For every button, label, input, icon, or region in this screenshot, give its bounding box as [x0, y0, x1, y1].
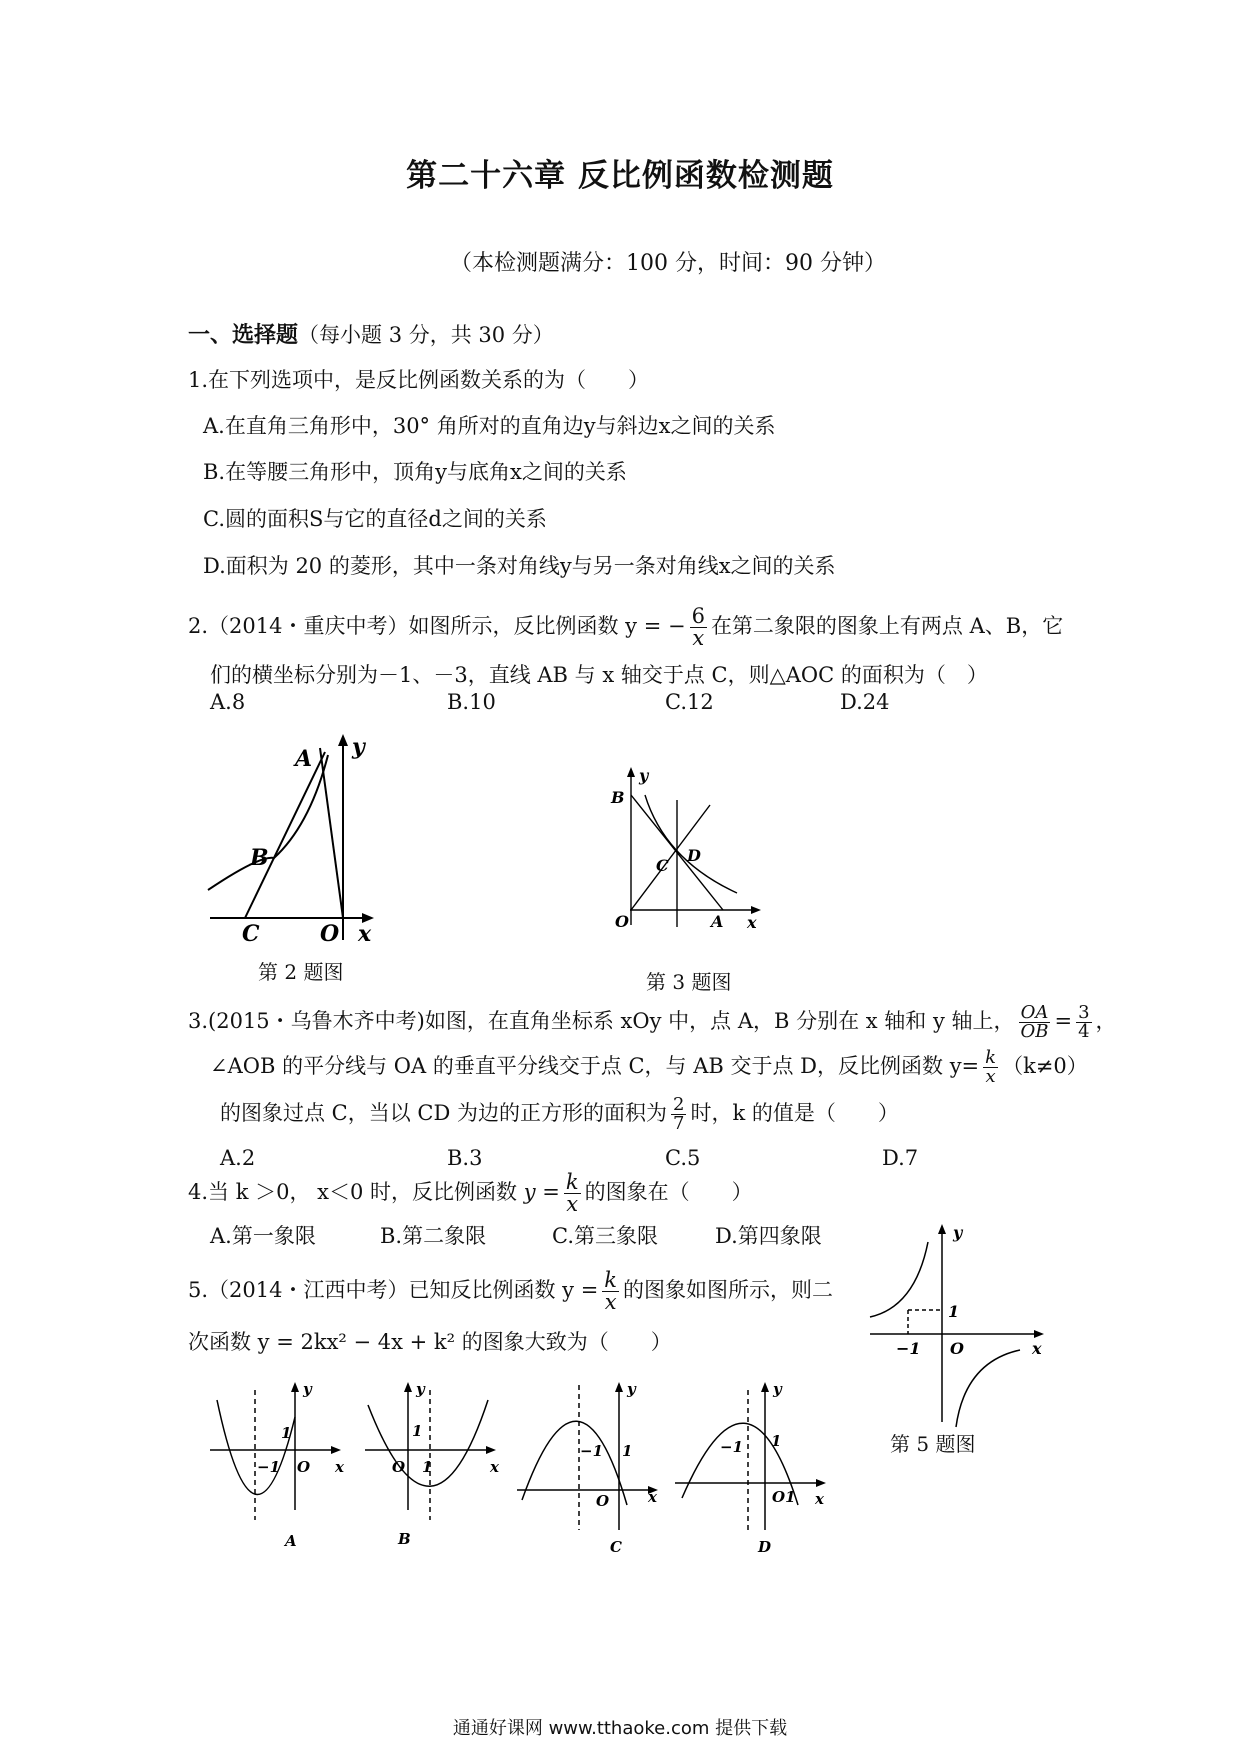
graph-d-tick-1: 1 [771, 1432, 782, 1450]
section-title: 一、选择题 [188, 322, 299, 348]
q2-option-c: C.12 [665, 690, 714, 714]
graph-c-origin: O [596, 1492, 610, 1510]
page-footer: 通通好课网 www.tthaoke.com 提供下载 [452, 1718, 788, 1739]
q3-ratio-den: OB [1020, 1021, 1049, 1042]
graph-a-y-arrow [291, 1382, 299, 1392]
q2-text-a: 2.（2014・重庆中考）如图所示，反比例函数 y = − [188, 614, 686, 638]
q5-line1 [188, 1270, 833, 1313]
graph-a-tick-1: 1 [281, 1424, 292, 1442]
graph-c-y-label: y [627, 1380, 636, 1398]
graph-a-x-arrow [331, 1446, 341, 1454]
q2-option-a: A.8 [210, 690, 246, 714]
fig2-line-ao [320, 748, 343, 918]
fig5-branch-right [956, 1350, 1020, 1427]
q5-fraction [602, 1270, 619, 1313]
q3-line3 [220, 1096, 899, 1133]
fig2-point-b: B [250, 845, 269, 871]
section-note: （每小题 3 分，共 30 分） [298, 323, 554, 347]
exam-info: （本检测题满分：100 分，时间：90 分钟） [450, 251, 886, 276]
page-title: 第二十六章 反比例函数检测题 [406, 158, 834, 194]
fig5-y-arrow [938, 1224, 946, 1234]
fig3-point-d: D [687, 846, 701, 865]
figure-5 [860, 1222, 1050, 1422]
q5-text-a: 5.（2014・江西中考）已知反比例函数 y = [188, 1278, 599, 1302]
graph-c [512, 1380, 662, 1560]
graph-a-label: A [285, 1532, 297, 1550]
fig3-point-b: B [611, 788, 625, 807]
graph-c-tick-neg1: −1 [580, 1442, 604, 1460]
q3-area-num: 2 [673, 1094, 685, 1115]
fig5-tick-neg1: −1 [896, 1339, 921, 1358]
graph-a-tick-neg1: −1 [257, 1458, 281, 1476]
q2-option-d: D.24 [840, 690, 890, 714]
graph-c-label: C [610, 1538, 622, 1556]
fig3-hyperbola [645, 795, 737, 893]
q2-fraction [690, 606, 707, 649]
q3-area-frac [671, 1096, 686, 1133]
fig2-line-ab [245, 752, 325, 918]
fig3-y-arrow [627, 767, 635, 777]
q1-option-b: B.在等腰三角形中，顶角y与底角x之间的关系 [203, 460, 627, 484]
q2-text-b: 在第二象限的图象上有两点 A、B，它 [710, 614, 1064, 638]
fig3-y-label: y [639, 766, 649, 785]
q4-option-b: B.第二象限 [380, 1224, 487, 1248]
q4-fraction [564, 1172, 581, 1215]
q3-text-d: 的图象过点 C，当以 CD 为边的正方形的面积为 [220, 1101, 667, 1125]
fig2-x-label: x [358, 921, 372, 947]
graph-c-x-label: x [648, 1488, 657, 1506]
fig2-point-c: C [242, 921, 260, 947]
fig3-point-c: C [656, 856, 669, 875]
q2-frac-num: 6 [691, 604, 705, 628]
figure-2 [200, 730, 390, 945]
graph-b-tick-1-x: 1 [422, 1458, 433, 1476]
graph-b-origin: O [392, 1458, 406, 1476]
fig2-y-label: y [352, 734, 365, 760]
q3-line2 [210, 1049, 1088, 1086]
q5-text-b: 的图象如图所示，则二 [623, 1278, 834, 1302]
q3-text-e: 时，k 的值是（ ） [690, 1101, 899, 1125]
q3-value-num: 3 [1078, 1002, 1090, 1023]
graph-d [670, 1380, 830, 1560]
graph-b-y-label: y [416, 1380, 425, 1398]
q3-text-c: （k≠0） [1002, 1054, 1088, 1078]
q2-option-b: B.10 [447, 690, 496, 714]
q3-option-a: A.2 [220, 1146, 256, 1170]
graph-d-y-arrow [761, 1382, 769, 1392]
q3-kx-den: x [985, 1066, 996, 1087]
q4-text-a: 4.当 k ＞0， x＜0 时，反比例函数 [188, 1180, 518, 1204]
q2-line2: 们的横坐标分别为－1、－3，直线 AB 与 x 轴交于点 C，则△AOC 的面积为（ ） [210, 663, 988, 687]
graph-b-x-arrow [486, 1446, 496, 1454]
q2-frac-den: x [692, 626, 705, 650]
q4-text-b: 的图象在（ ） [584, 1180, 753, 1204]
fig5-branch-left [870, 1242, 928, 1317]
q3-kx-frac [983, 1049, 998, 1086]
graph-a-origin: O [297, 1458, 311, 1476]
q4-line [188, 1172, 753, 1215]
graph-d-tick-neg1: −1 [720, 1438, 744, 1456]
q1-stem: 1.在下列选项中，是反比例函数关系的为（ ） [188, 368, 650, 392]
q4-frac-num: k [565, 1170, 579, 1194]
q3-kx-num: k [985, 1047, 997, 1068]
graph-a-parabola [217, 1400, 295, 1494]
q4-frac-den: x [566, 1192, 579, 1216]
graph-b-y-arrow [404, 1382, 412, 1392]
fig2-y-arrow [338, 734, 348, 746]
q3-text-a: 3.(2015・乌鲁木齐中考)如图，在直角坐标系 xOy 中，点 A，B 分别在 x 轴和 y 轴上， [188, 1009, 1015, 1033]
q4-y-eq: y = [523, 1180, 560, 1204]
q5-line2: 次函数 y = 2kx² − 4x + k² 的图象大致为（ ） [188, 1330, 672, 1354]
figure-3 [595, 765, 765, 940]
q4-option-a: A.第一象限 [210, 1224, 316, 1248]
graph-b-x-label: x [490, 1458, 499, 1476]
q4-option-c: C.第三象限 [552, 1224, 658, 1248]
figure-5-caption: 第 5 题图 [890, 1432, 976, 1456]
fig3-origin: O [615, 912, 629, 931]
fig5-x-arrow [1034, 1330, 1044, 1338]
graph-a-x-label: x [335, 1458, 344, 1476]
graph-d-x-label: x [815, 1490, 824, 1508]
fig5-origin: O [950, 1339, 964, 1358]
graph-b-tick-1: 1 [412, 1422, 423, 1440]
fig2-origin: O [320, 921, 340, 947]
graph-c-y-arrow [615, 1382, 623, 1392]
graph-d-y-label: y [773, 1380, 782, 1398]
q3-option-c: C.5 [665, 1146, 701, 1170]
q3-comma: ， [1095, 1009, 1117, 1033]
q3-ratio-num: OA [1019, 1004, 1051, 1023]
graph-c-tick-1: 1 [622, 1442, 633, 1460]
graph-b-label: B [398, 1530, 411, 1548]
q3-equals: = [1054, 1009, 1073, 1033]
q3-ratio-frac [1019, 1004, 1051, 1041]
graph-a-y-label: y [303, 1380, 312, 1398]
fig3-point-a: A [711, 912, 724, 931]
graph-b [360, 1380, 510, 1555]
q3-option-b: B.3 [447, 1146, 483, 1170]
figure-2-caption: 第 2 题图 [258, 960, 344, 984]
q1-option-a: A.在直角三角形中，30° 角所对的直角边y与斜边x之间的关系 [203, 414, 776, 438]
q2-line1 [188, 606, 1063, 649]
section-heading [188, 318, 554, 349]
graph-d-x-arrow [816, 1479, 826, 1487]
q1-option-d: D.面积为 20 的菱形，其中一条对角线y与另一条对角线x之间的关系 [203, 554, 836, 578]
q1-option-c: C.圆的面积S与它的直径d之间的关系 [203, 507, 547, 531]
figure-3-caption: 第 3 题图 [646, 970, 732, 994]
q3-value-den: 4 [1078, 1021, 1090, 1042]
q3-value-frac [1076, 1004, 1091, 1041]
q3-area-den: 7 [673, 1113, 685, 1134]
graph-d-origin-1: O1 [772, 1488, 796, 1506]
graph-d-label: D [758, 1538, 772, 1556]
fig5-y-label: y [953, 1223, 963, 1242]
fig3-x-label: x [747, 913, 757, 932]
fig2-point-a: A [295, 746, 313, 772]
fig5-tick-1: 1 [948, 1302, 960, 1321]
q5-frac-num: k [604, 1268, 618, 1292]
q3-line1 [188, 1004, 1117, 1041]
graph-c-parabola [522, 1421, 627, 1505]
q3-option-d: D.7 [882, 1146, 919, 1170]
q4-option-d: D.第四象限 [715, 1224, 822, 1248]
fig5-x-label: x [1032, 1339, 1042, 1358]
q3-text-b: ∠AOB 的平分线与 OA 的垂直平分线交于点 C，与 AB 交于点 D，反比例函数 y= [210, 1054, 980, 1078]
graph-a [205, 1380, 355, 1555]
q5-frac-den: x [604, 1290, 617, 1314]
